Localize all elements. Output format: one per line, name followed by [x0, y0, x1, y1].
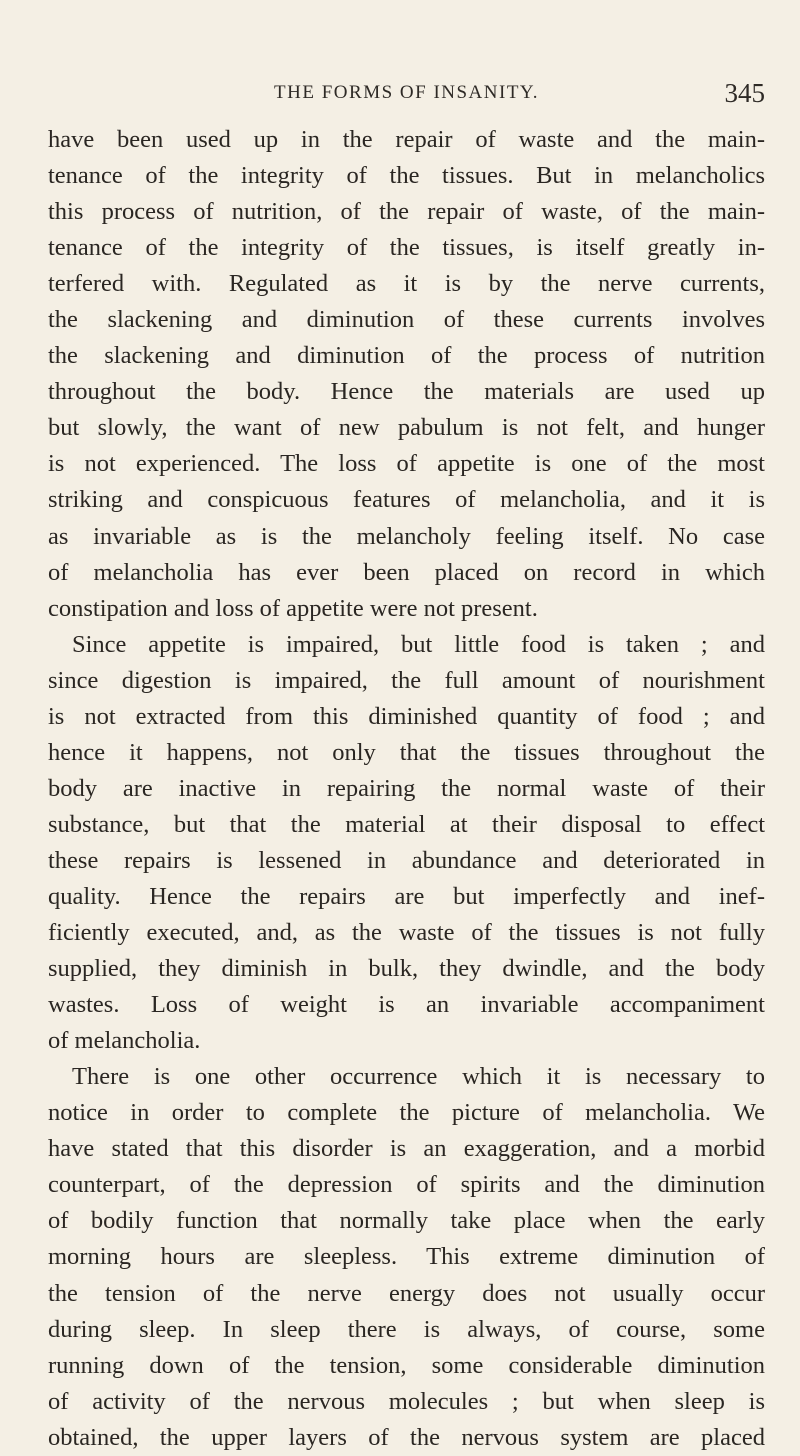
text-line: of bodily function that normally take place when the early: [48, 1207, 765, 1235]
text-line: running down of the tension, some considerable diminution: [48, 1351, 765, 1379]
text-line: these repairs is lessened in abundance and deteriorated in: [48, 846, 765, 874]
text-line: supplied, they diminish in bulk, they dwindle, and the body: [48, 955, 765, 983]
text-line: morning hours are sleepless. This extreme diminution of: [48, 1243, 765, 1271]
running-head: [48, 78, 765, 114]
page-number: 345: [724, 78, 765, 108]
text-line: but slowly, the want of new pabulum is not felt, and hunger: [48, 414, 765, 442]
text-line: Since appetite is impaired, but little food is taken ; and: [72, 630, 765, 658]
text-line: hence it happens, not only that the tissues throughout the: [48, 738, 765, 766]
text-line: tenance of the integrity of the tissues, is itself greatly in-: [48, 234, 765, 262]
text-line: as invariable as is the melancholy feeling itself. No case: [48, 522, 765, 550]
text-line: obtained, the upper layers of the nervous system are placed: [48, 1423, 765, 1451]
text-line: of melancholia.: [48, 1027, 201, 1055]
text-line: have stated that this disorder is an exaggeration, and a morbid: [48, 1135, 765, 1163]
text-line: since digestion is impaired, the full amount of nourishment: [48, 666, 765, 694]
text-line: is not experienced. The loss of appetite is one of the most: [48, 450, 765, 478]
text-line: the tension of the nerve energy does not usually occur: [48, 1279, 765, 1307]
text-line: substance, but that the material at their disposal to effect: [48, 810, 765, 838]
text-line: wastes. Loss of weight is an invariable accompaniment: [48, 991, 765, 1019]
text-line: the slackening and diminution of the process of nutrition: [48, 342, 765, 370]
running-title: THE FORMS OF INSANITY.: [274, 82, 539, 103]
text-line: is not extracted from this diminished quantity of food ; and: [48, 702, 765, 730]
text-line: notice in order to complete the picture of melancholia. We: [48, 1099, 765, 1127]
text-line: body are inactive in repairing the normal waste of their: [48, 774, 765, 802]
text-line: There is one other occurrence which it is necessary to: [72, 1063, 765, 1091]
text-line: tenance of the integrity of the tissues. But in melancholics: [48, 162, 765, 190]
text-line: constipation and loss of appetite were not present.: [48, 594, 538, 622]
text-line: terfered with. Regulated as it is by the nerve currents,: [48, 270, 765, 298]
text-line: ficiently executed, and, as the waste of the tissues is not fully: [48, 919, 765, 947]
text-line: quality. Hence the repairs are but imperfectly and inef-: [48, 882, 765, 910]
text-line: counterpart, of the depression of spirits and the diminution: [48, 1171, 765, 1199]
text-line: have been used up in the repair of waste and the main-: [48, 126, 765, 153]
text-line: of melancholia has ever been placed on record in which: [48, 558, 765, 586]
text-line: during sleep. In sleep there is always, of course, some: [48, 1315, 765, 1343]
text-line: this process of nutrition, of the repair of waste, of the main-: [48, 198, 765, 226]
text-line: of activity of the nervous molecules ; but when sleep is: [48, 1387, 765, 1415]
text-line: throughout the body. Hence the materials are used up: [48, 378, 765, 406]
text-line: striking and conspicuous features of melancholia, and it is: [48, 486, 765, 514]
text-line: the slackening and diminution of these currents involves: [48, 306, 765, 334]
body-text: [48, 122, 765, 1456]
